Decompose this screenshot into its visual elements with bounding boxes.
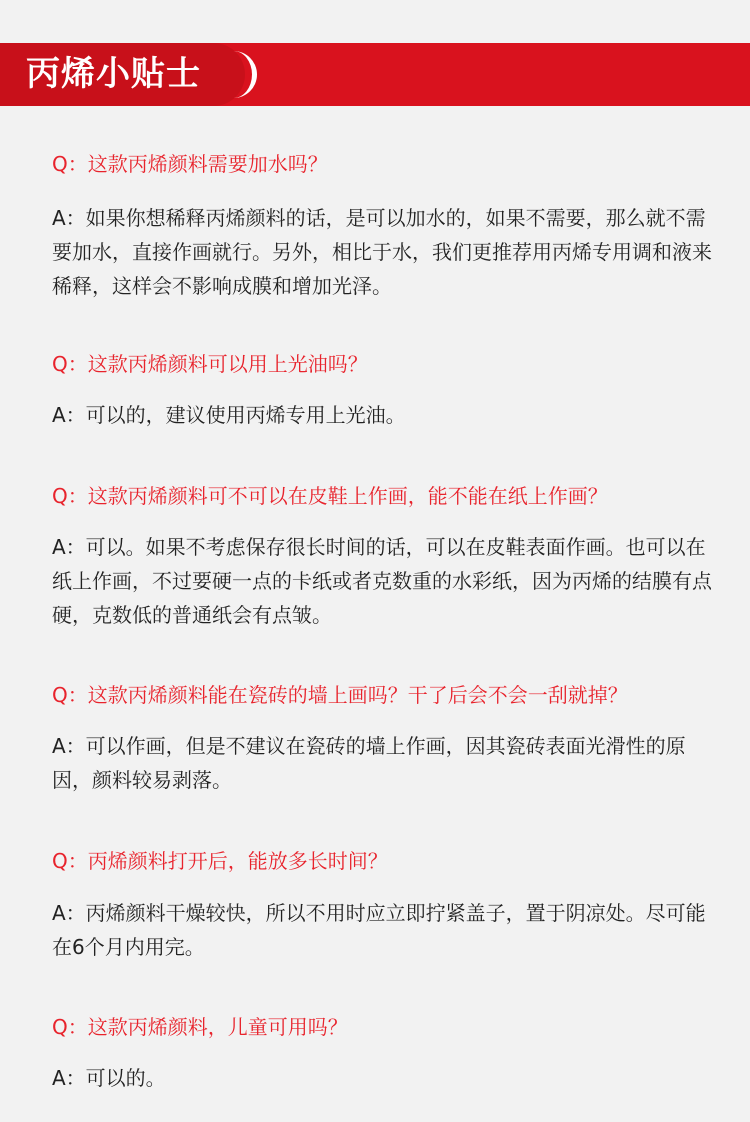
faq-answer-6: A：可以的。 [52, 1066, 166, 1090]
faq-answer-2: A：可以的，建议使用丙烯专用上光油。 [52, 403, 406, 427]
faq-answer-3: A：可以。如果不考虑保存很长时间的话，可以在皮鞋表面作画。也可以在纸上作画，不过要硬一点的卡纸或者克数重的水彩纸，因为丙烯的结膜有点硬，克数低的普通纸会有点皱。 [52, 535, 712, 627]
faq-question-2: Q：这款丙烯颜料可以用上光油吗？ [52, 352, 368, 376]
faq-question-4: Q：这款丙烯颜料能在瓷砖的墙上画吗？干了后会不会一刮就掉？ [52, 683, 628, 707]
faq-question-6: Q：这款丙烯颜料，儿童可用吗？ [52, 1015, 348, 1039]
faq-answer-4: A：可以作画，但是不建议在瓷砖的墙上作画，因其瓷砖表面光滑性的原因，颜料较易剥落。 [52, 734, 686, 792]
page-title: 丙烯小贴士 [26, 54, 201, 94]
faq-question-1: Q：这款丙烯颜料需要加水吗？ [52, 152, 328, 176]
faq-question-3: Q：这款丙烯颜料可不可以在皮鞋上作画，能不能在纸上作画？ [52, 484, 608, 508]
faq-answer-5: A：丙烯颜料干燥较快，所以不用时应立即拧紧盖子，置于阴凉处。尽可能在6个月内用完。 [52, 901, 706, 959]
faq-question-5: Q：丙烯颜料打开后，能放多长时间？ [52, 849, 388, 873]
faq-answer-1: A：如果你想稀释丙烯颜料的话，是可以加水的，如果不需要，那么就不需要加水，直接作画就行。另外，相比于水，我们更推荐用丙烯专用调和液来稀释，这样会不影响成膜和增加光泽。 [52, 206, 712, 298]
